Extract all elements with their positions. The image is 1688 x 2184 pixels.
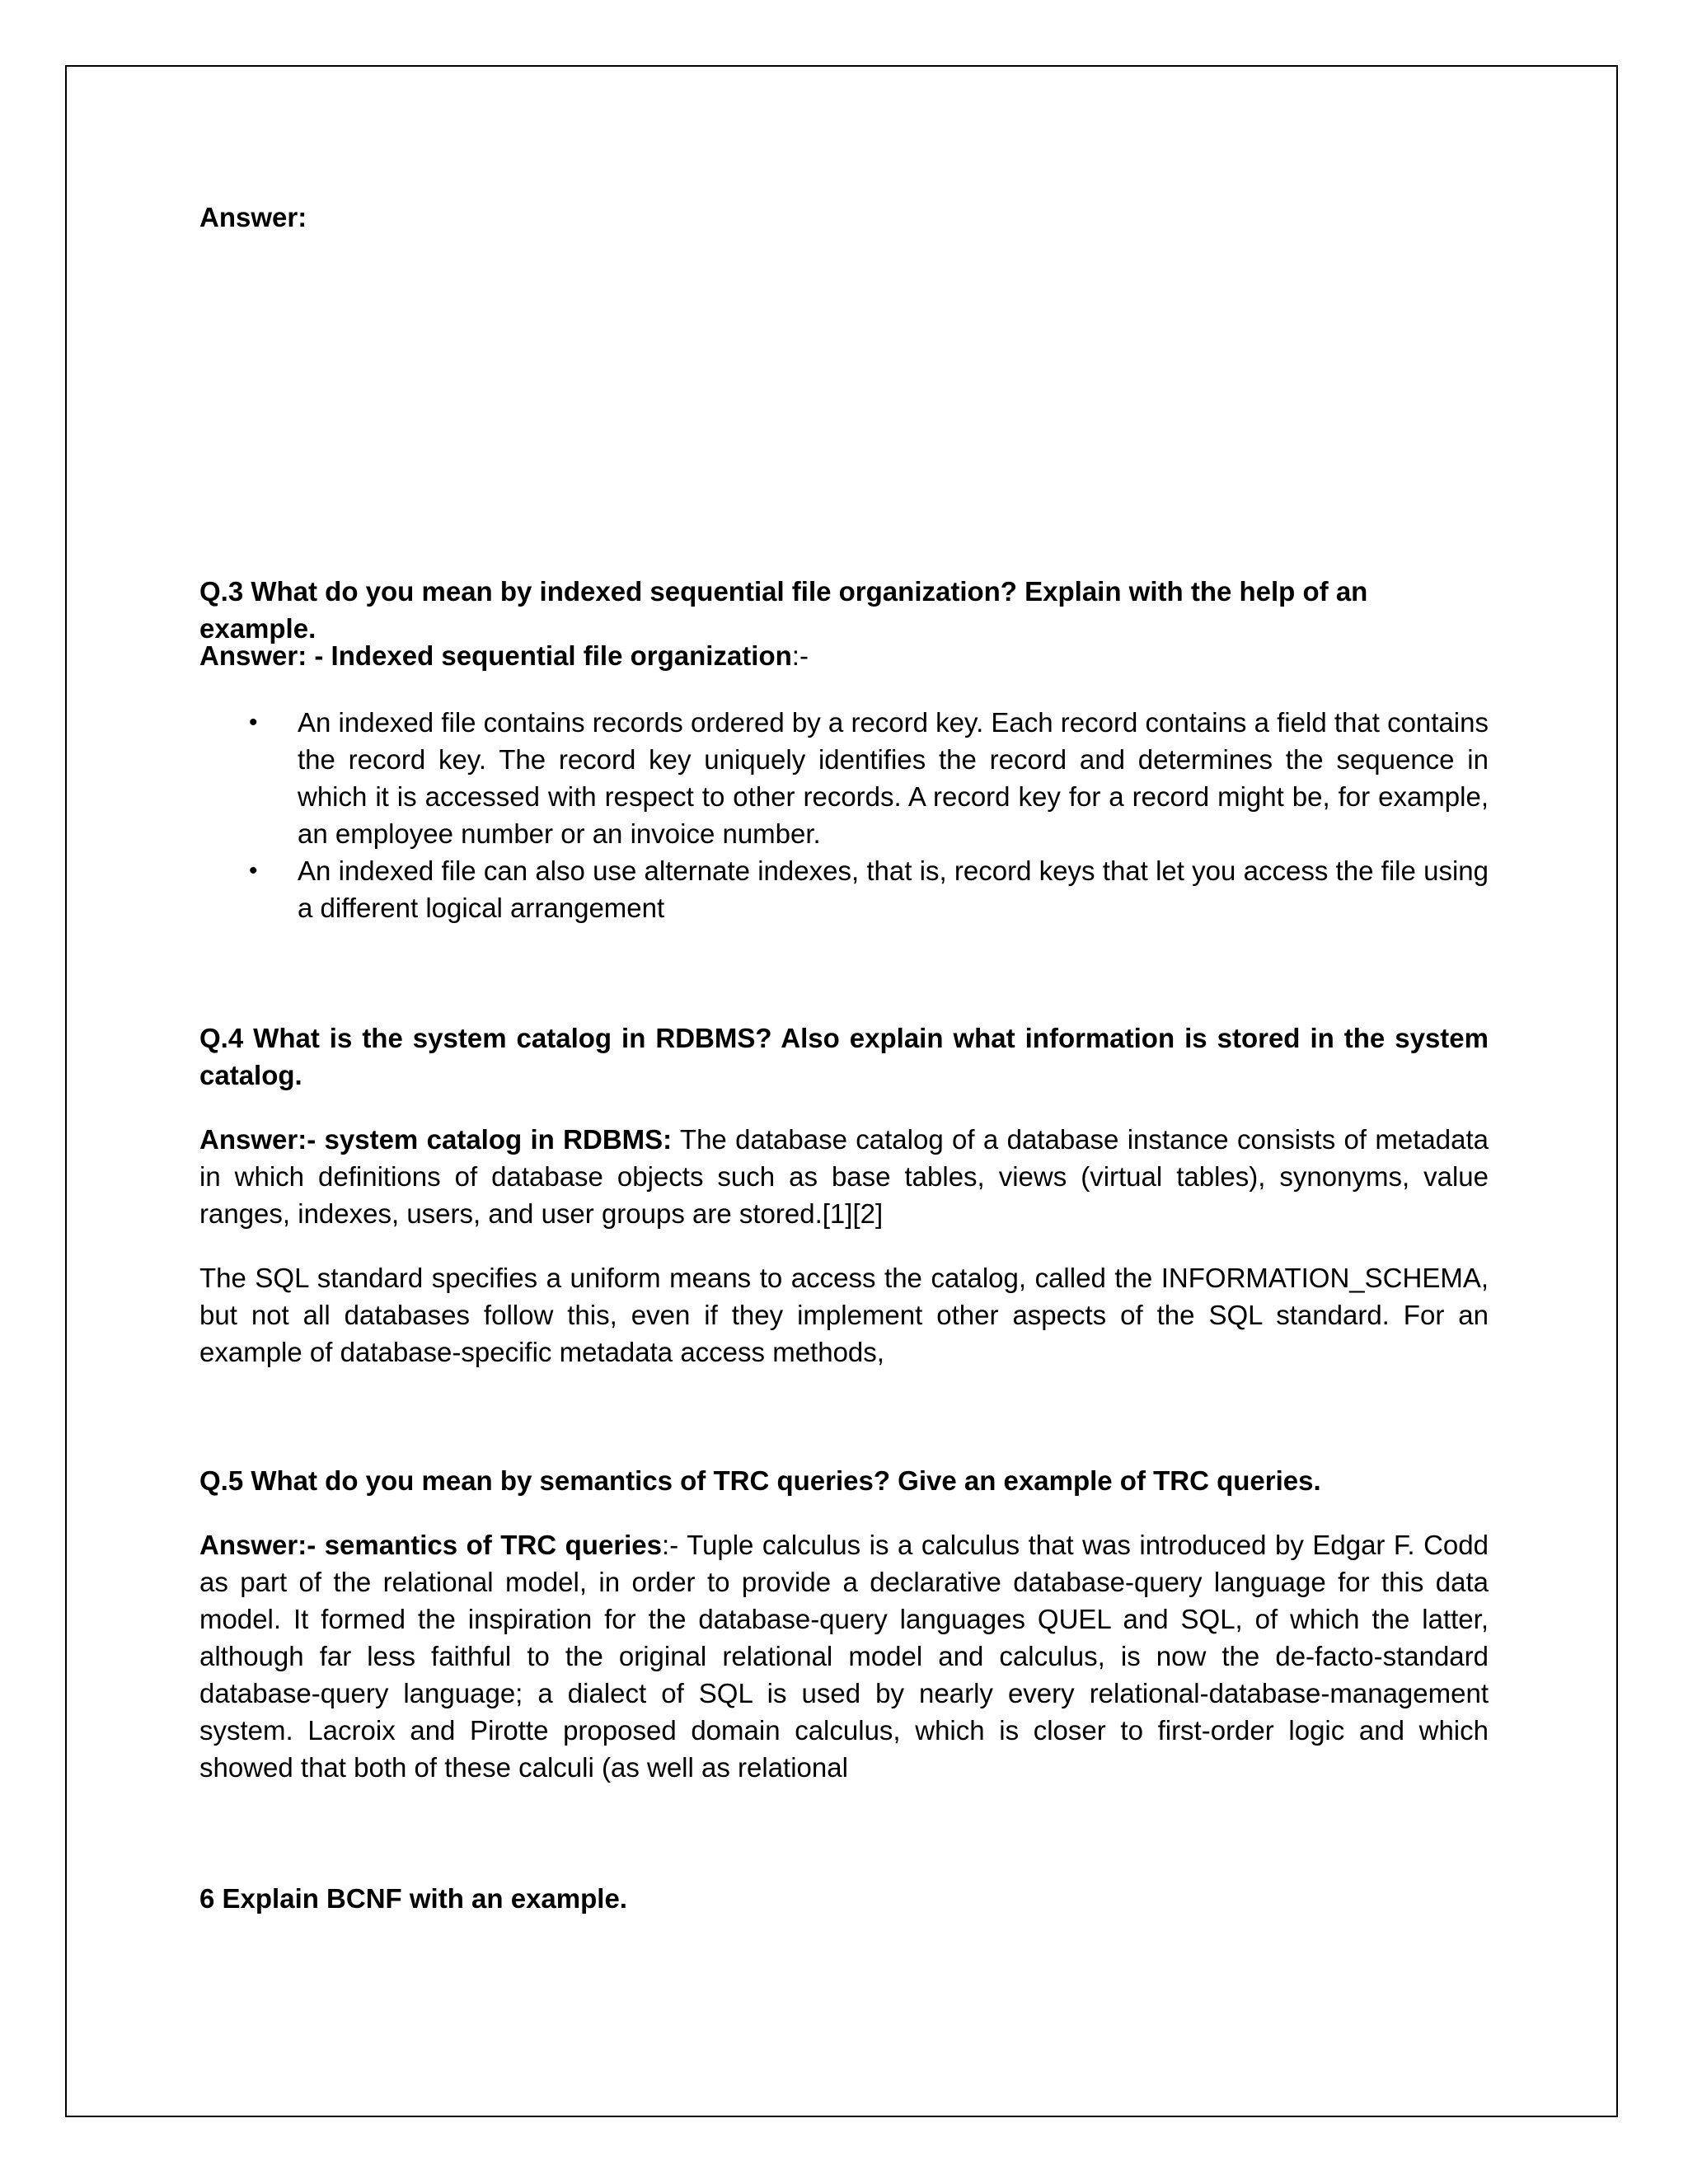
q3-bullet-2-text: An indexed file can also use alternate indexes, that is, record keys that let you access the file using a different logical arrangement — [298, 855, 1489, 923]
q3-answer-suffix: :- — [791, 640, 809, 671]
q3-answer-heading — [199, 637, 1489, 674]
q3-question: Q.3 What do you mean by indexed sequential file organization? Explain with the help of an example. — [199, 576, 1368, 644]
bullet-icon: • — [249, 709, 258, 736]
q3-answer-prefix: Answer: - Indexed sequential file organization — [199, 640, 792, 671]
q4-answer-text: The database catalog of a database instance consists of metadata in which definitions of database objects such as base tables, views (virtual tables), synonyms, value ranges, indexes, users, and user groups are stored.[1][2] — [199, 1124, 1489, 1229]
q3-bullet-list — [199, 704, 1489, 926]
q4-question: Q.4 What is the system catalog in RDBMS? Also explain what information is stored in the system catalog. — [199, 1023, 1489, 1090]
q3-bullet-1-text: An indexed file contains records ordered by a record key. Each record contains a field that contains the record key. The record key uniquely identifies the record and determines the sequence in which it is accessed with respect to other records. A record key for a record might be, for example, an employee number or an invoice number. — [298, 707, 1489, 849]
q4-answer-paragraph — [199, 1121, 1489, 1232]
q5-answer-prefix: Answer:- semantics of TRC queries — [199, 1530, 663, 1560]
q6-question: 6 Explain BCNF with an example. — [199, 1883, 627, 1914]
bullet-icon: • — [249, 857, 258, 884]
q5-answer-text: :- Tuple calculus is a calculus that was introduced by Edgar F. Codd as part of the relational model, in order to provide a declarative database-query language for this data model. It formed the inspiration for the database-query languages QUEL and SQL, of which the latter, although far less faithful to the original relational model and calculus, is now the de-facto-standard database-query language; a dialect of SQL is used by nearly every relational-database-management system. Lacroix and Pirotte proposed domain calculus, which is closer to first-order logic and which showed that both of these calculi (as well as relational — [199, 1530, 1489, 1783]
answer-label-top: Answer: — [199, 202, 307, 232]
q5-question: Q.5 What do you mean by semantics of TRC queries? Give an example of TRC queries. — [199, 1465, 1321, 1496]
list-item — [199, 704, 1489, 852]
list-item — [199, 852, 1489, 926]
q4-paragraph-2: The SQL standard specifies a uniform means to access the catalog, called the INFORMATION_SCHEMA, but not all databases follow this, even if they implement other aspects of the SQL standard. For an example of database-specific metadata access methods, — [199, 1263, 1489, 1367]
q5-answer-paragraph — [199, 1526, 1489, 1786]
q4-answer-prefix: Answer:- system catalog in RDBMS: — [199, 1124, 673, 1155]
